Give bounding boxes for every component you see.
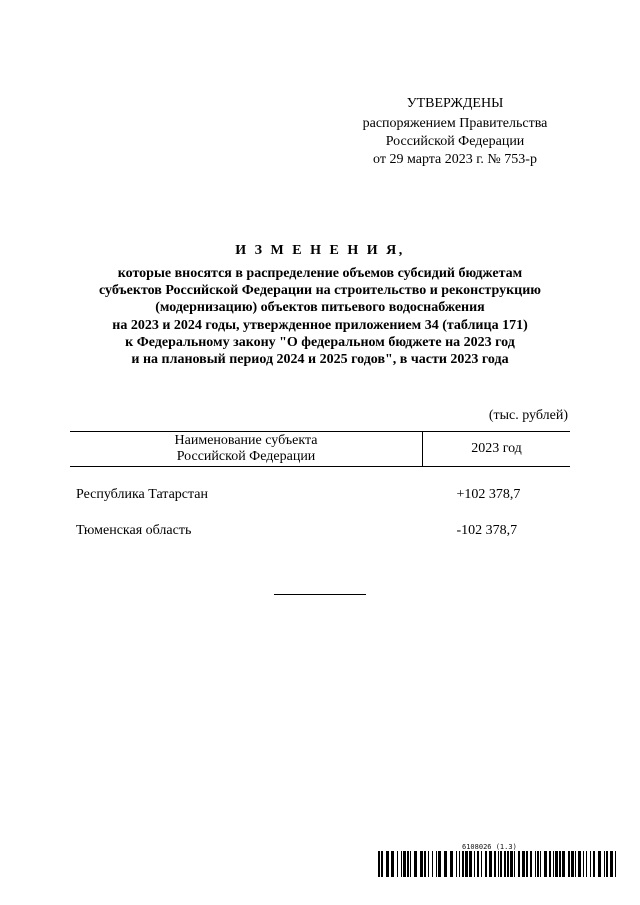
table-header-row [70, 432, 570, 467]
barcode-bar [386, 851, 389, 877]
table-spacer [70, 467, 570, 486]
barcode-bar [598, 851, 601, 877]
heading-line: на 2023 и 2024 годы, утвержденное приложением 34 (таблица 171) [112, 317, 528, 333]
barcode-bar [586, 851, 587, 877]
barcode-bar [407, 851, 409, 877]
column-header-year: 2023 год [423, 432, 571, 467]
barcode-bar [604, 851, 605, 877]
barcode-bar [530, 851, 532, 877]
heading-title: И З М Е Н Е Н И Я, [235, 243, 405, 258]
barcode-bar [485, 851, 487, 877]
barcode-bar [518, 851, 520, 877]
table-row [70, 485, 570, 521]
approval-title: УТВЕРЖДЕНЫ [406, 96, 504, 111]
barcode-bar [401, 851, 402, 877]
barcode-bar [555, 851, 558, 877]
document-stamp: 6108026 (1.3) [462, 843, 517, 851]
barcode-bar [474, 851, 475, 877]
heading-line: которые вносятся в распределение объемов субсидий бюджетам [117, 266, 523, 281]
barcode-bar [477, 851, 479, 877]
barcode-bar [391, 851, 394, 877]
barcode-bar [578, 851, 581, 877]
barcode-bar [438, 851, 441, 877]
barcode-bar [462, 851, 464, 877]
heading-line: и на плановый период 2024 и 2025 годов", в части 2023 года [131, 352, 509, 368]
barcode-bar [432, 851, 433, 877]
barcode-bar [494, 851, 496, 877]
row-region: Республика Татарстан [76, 487, 209, 502]
barcode-bar [397, 851, 398, 877]
barcode-bar [410, 851, 411, 877]
column-header-region-line-1: Наименование субъекта [174, 433, 318, 448]
barcode-bar [615, 851, 616, 877]
column-header-region-line-2: Российской Федерации [176, 449, 316, 464]
barcode-bar [444, 851, 447, 877]
barcode-bar [489, 851, 492, 877]
barcode-bar [583, 851, 584, 877]
barcode-bar [414, 851, 417, 877]
barcode-bar [436, 851, 437, 877]
row-value: +102 378,7 [456, 487, 521, 502]
heading-line: субъектов Российской Федерации на строительство и реконструкцию [99, 283, 541, 299]
barcode-bar [459, 851, 460, 877]
document-heading [60, 242, 580, 368]
barcode-bar [553, 851, 554, 877]
barcode-bar [465, 851, 468, 877]
barcode-bar [456, 851, 457, 877]
barcode-bar [537, 851, 539, 877]
barcode-bar [481, 851, 482, 877]
barcode-bar [575, 851, 576, 877]
barcode-bar [526, 851, 528, 877]
barcode-bar [510, 851, 513, 877]
barcode [378, 851, 616, 877]
barcode-bar [504, 851, 506, 877]
barcode-bar [571, 851, 574, 877]
barcode-bar [535, 851, 536, 877]
barcode-bar [498, 851, 499, 877]
barcode-bar [469, 851, 472, 877]
column-header-region [70, 432, 423, 467]
barcode-bar [540, 851, 541, 877]
approval-line-3: от 29 марта 2023 г. № 753-р [373, 152, 537, 167]
barcode-bar [544, 851, 547, 877]
barcode-bar [450, 851, 453, 877]
barcode-bar [514, 851, 515, 877]
units-label: (тыс. рублей) [488, 408, 568, 423]
barcode-bar [378, 851, 380, 877]
barcode-bar [381, 851, 383, 877]
barcode-bar [420, 851, 423, 877]
approval-line-2: Российской Федерации [385, 134, 525, 149]
barcode-bar [568, 851, 570, 877]
table-row [70, 521, 570, 557]
heading-line: к Федеральному закону "О федеральном бюджете на 2023 год [125, 334, 515, 350]
barcode-bar [610, 851, 613, 877]
barcode-bar [522, 851, 525, 877]
row-value: -102 378,7 [456, 523, 518, 538]
closing-divider [274, 594, 366, 595]
row-region: Тюменская область [76, 523, 192, 538]
heading-line: (модернизацию) объектов питьевого водоснабжения [155, 300, 485, 316]
barcode-bar [593, 851, 595, 877]
barcode-bar [606, 851, 608, 877]
barcode-bar [559, 851, 561, 877]
barcode-bar [428, 851, 429, 877]
barcode-bar [549, 851, 551, 877]
approval-block [340, 95, 570, 169]
barcode-bar [590, 851, 591, 877]
barcode-bar [507, 851, 509, 877]
barcode-bar [562, 851, 565, 877]
approval-line-1: распоряжением Правительства [362, 116, 548, 131]
barcode-bar [403, 851, 406, 877]
barcode-bar [500, 851, 502, 877]
changes-table [70, 431, 570, 557]
barcode-bar [424, 851, 426, 877]
